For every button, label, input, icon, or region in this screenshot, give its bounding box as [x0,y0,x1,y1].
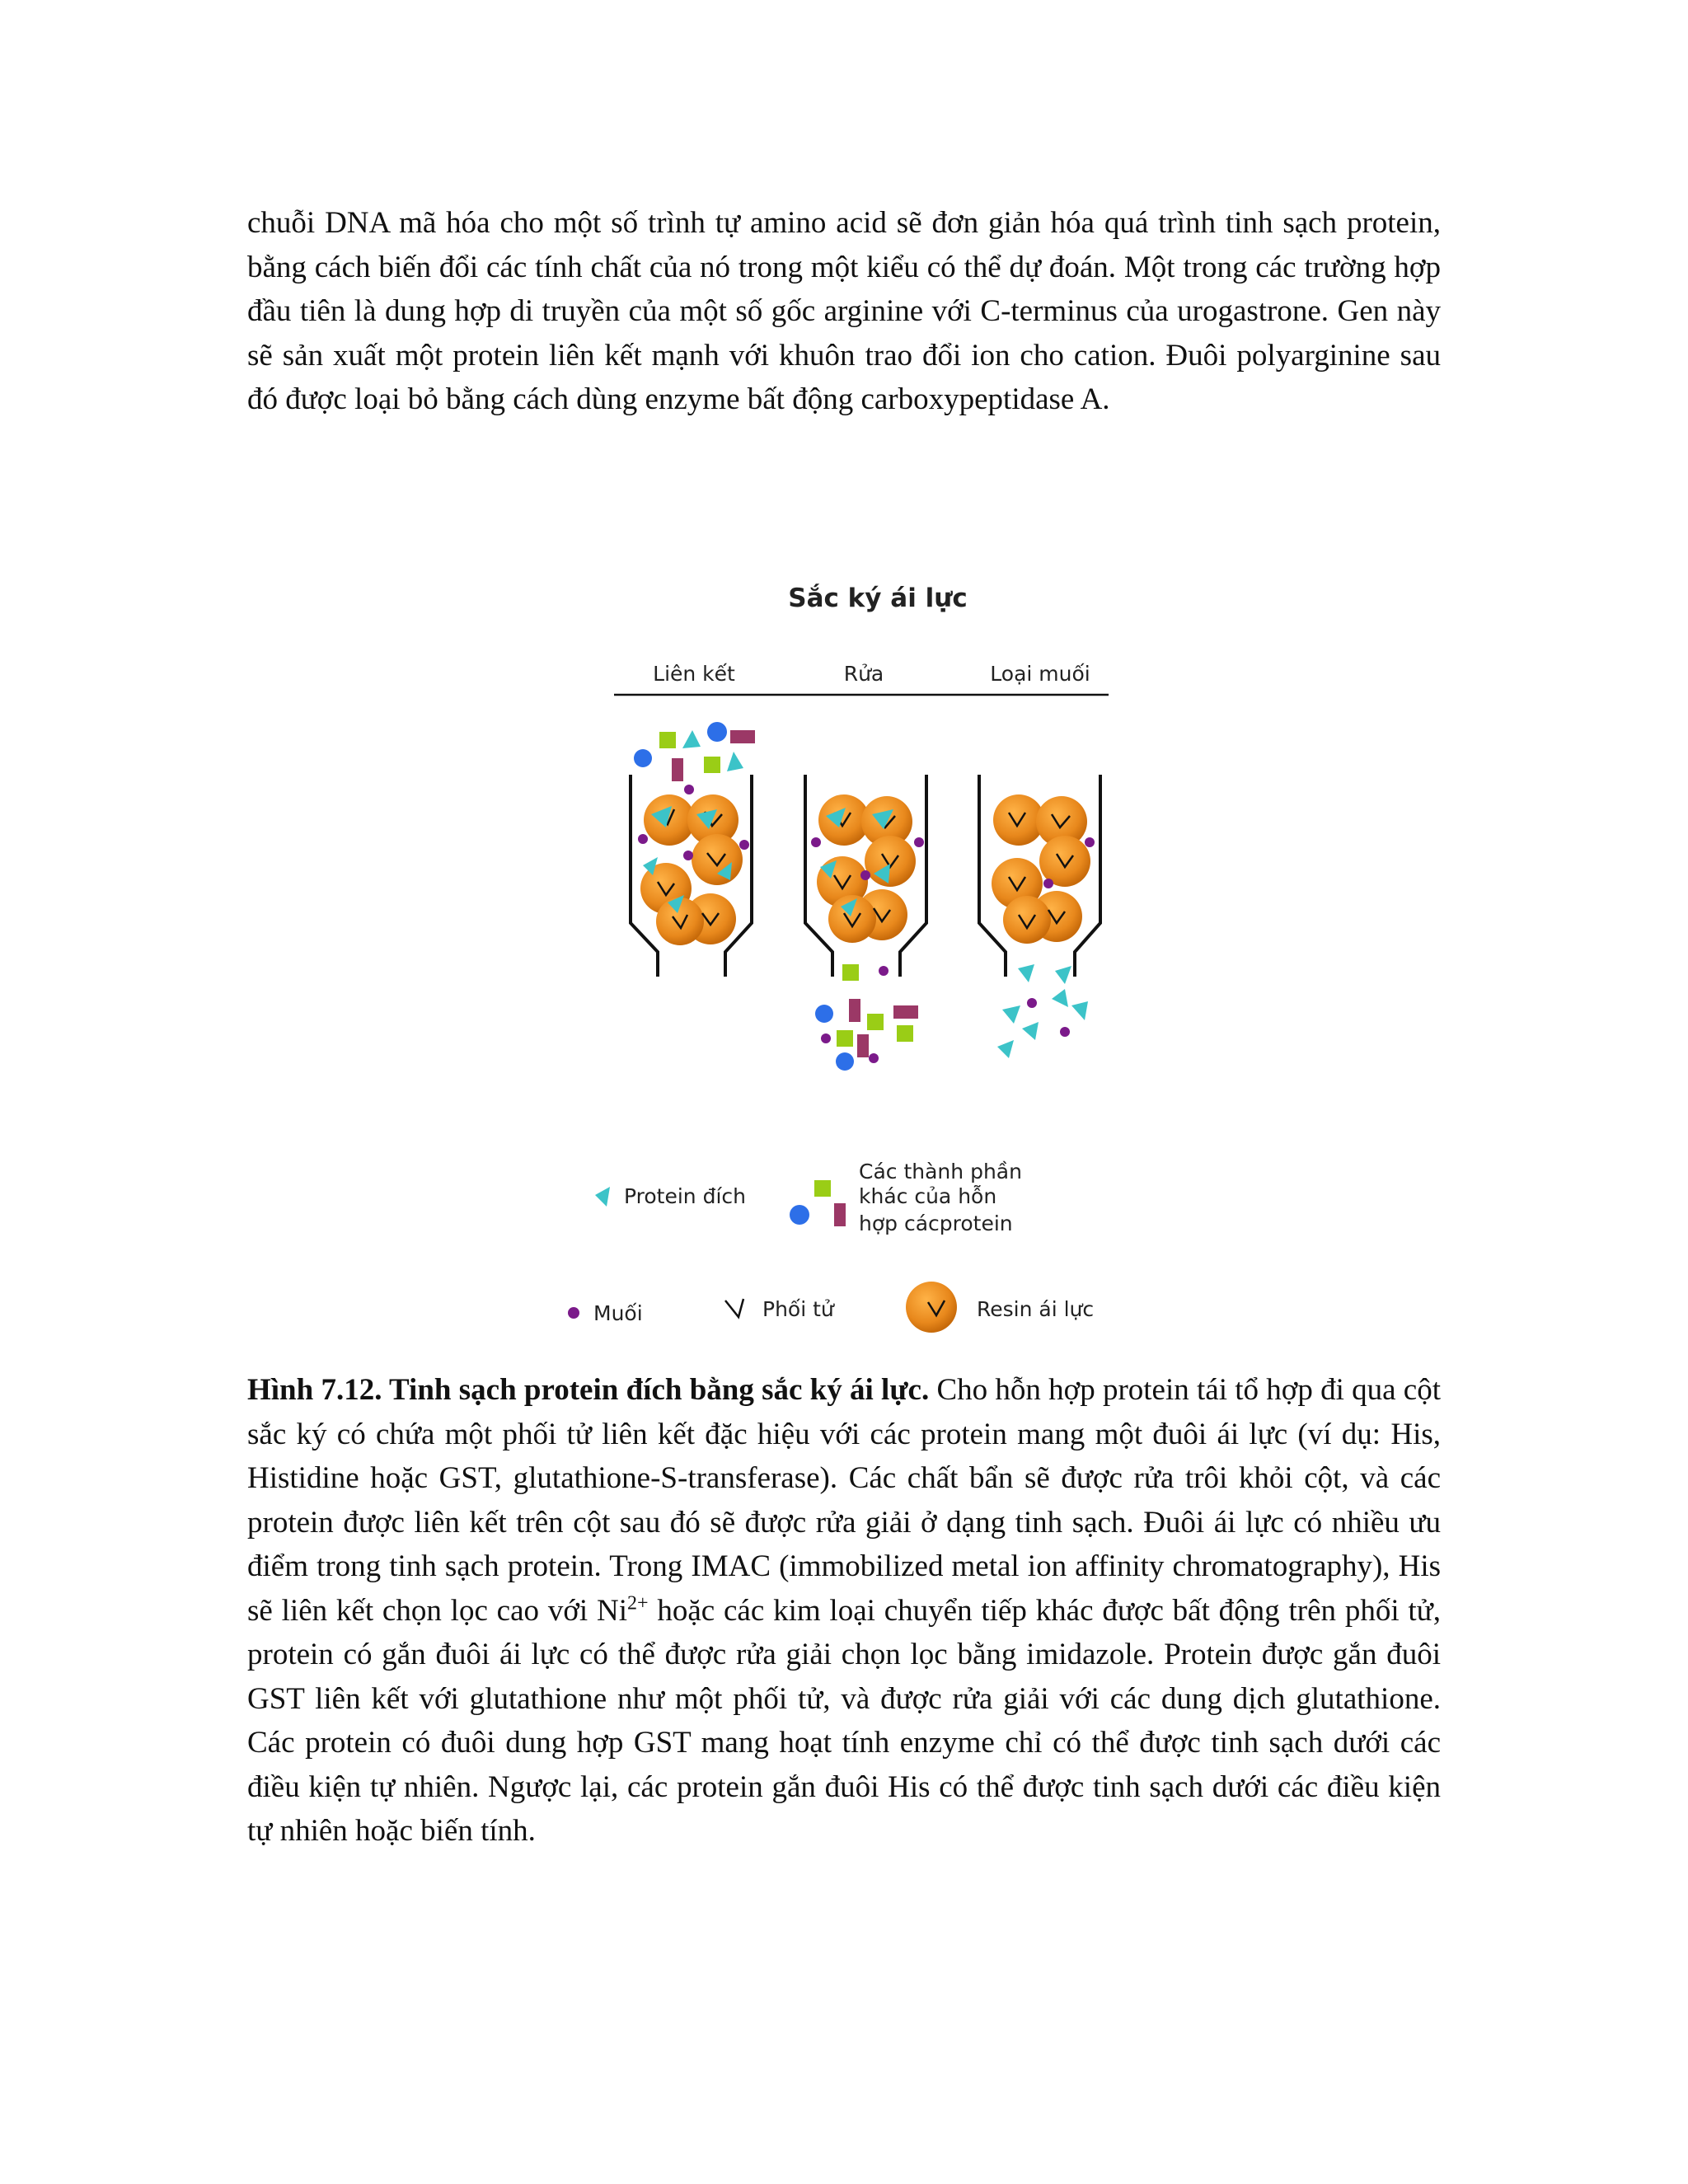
step-label-elution: Loại muối [990,662,1090,686]
legend-ligand-label: Phối tử [762,1297,834,1321]
resin-beads-column-2 [811,794,924,943]
legend-salt-label: Muối [593,1301,643,1325]
body-paragraph: chuỗi DNA mã hóa cho một số trình tự amino acid sẽ đơn giản hóa quá trình tinh sạch protein, bằng cách biến đổi các tính chất của nó trong một kiểu có thể dự đoán. Một trong các trường hợp đầu tiên là dung hợp di truyền của một số gốc arginine với C-terminus của urogastrone. Gen này sẽ sản xuất một protein liên kết mạnh với khuôn trao đổi ion cho cation. Đuôi polyarginine sau đó được loại bỏ bằng cách dùng enzyme bất động carboxypeptidase A. [247,206,1441,416]
caption-superscript: 2+ [626,1592,649,1615]
outflow-column-2 [815,964,918,1071]
legend-green-square-icon [814,1180,831,1197]
legend-maroon-rect-icon [834,1203,846,1226]
affinity-chromatography-figure [528,626,1203,1352]
legend-other-components-line-2: khác của hỗn [859,1184,997,1208]
caption-text-b: hoặc các kim loại chuyển tiếp khác được bất động trên phối tử, protein có gắn đuôi ái lực có thể được rửa giải chọn lọc bằng imidazole. Protein được gắn đuôi GST liên kết với glutathione như một phối tử, và được rửa giải với các dung dịch glutathione. Các protein có đuôi dung hợp GST mang hoạt tính enzyme chỉ có thể được tinh sạch dưới các điều kiện tự nhiên. Ngược lại, các protein gắn đuôi His có thể được tinh sạch dưới các điều kiện tự nhiên hoặc biến tính. [247,1593,1441,1848]
legend-other-components-line-3: hợp cácprotein [859,1212,1013,1235]
step-label-binding: Liên kết [653,662,735,686]
legend-target-protein-icon [595,1187,610,1207]
caption-text-a: Cho hỗn hợp protein tái tổ hợp đi qua cột sắc ký có chứa một phối tử liên kết đặc hiệu với các protein mang một đuôi ái lực (ví dụ: His, Histidine hoặc GST, glutathione-S-transferase). Các chất bẩn sẽ được rửa trôi khỏi cột, và các protein được liên kết trên cột sau đó sẽ được rửa giải ở dạng tinh sạch. Đuôi ái lực có nhiều ưu điểm trong tinh sạch protein. Trong IMAC (immobilized metal ion affinity chromatography), His sẽ liên kết chọn lọc cao với Ni [247,1373,1442,1628]
outflow-column-3 [997,964,1088,1058]
step-label-wash: Rửa [843,662,884,686]
legend-salt-icon [568,1307,579,1319]
resin-beads-column-1 [638,794,749,945]
legend-ligand-icon [725,1299,743,1317]
legend-target-protein-label: Protein đích [624,1184,746,1208]
legend-other-components-line-1: Các thành phần [859,1160,1022,1183]
resin-beads-column-3 [992,794,1095,944]
figure-title: Sắc ký ái lực [788,583,968,613]
mixture-above-column-1 [634,722,755,794]
legend [568,1160,1094,1333]
figure-caption [247,1368,1441,1854]
legend-blue-circle-icon [790,1205,809,1225]
caption-label: Hình 7.12. Tinh sạch protein đích bằng sắc ký ái lực. [247,1373,930,1407]
legend-resin-label: Resin ái lực [977,1297,1095,1321]
